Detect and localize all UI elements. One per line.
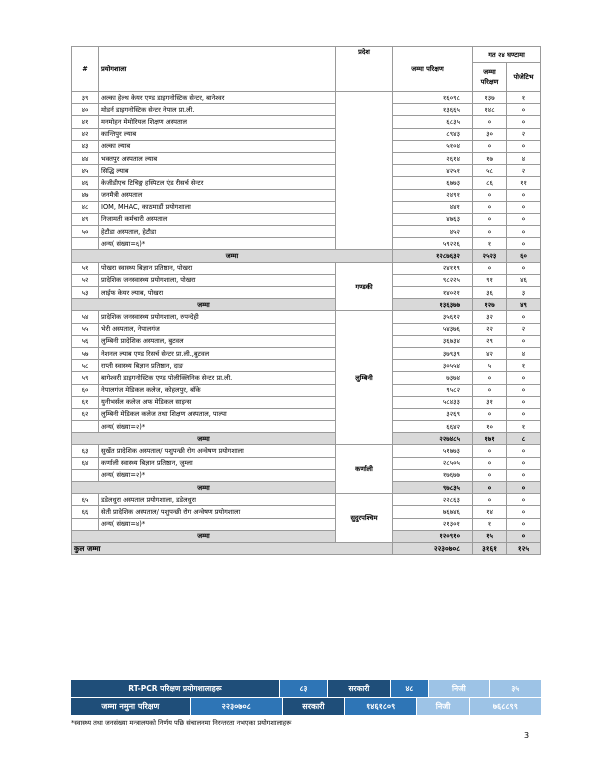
lab-name: मोडर्न डाइगनोस्टिक सेन्टर नेपाल प्रा.ली. — [99, 104, 336, 116]
row-number: ४३ — [72, 140, 99, 152]
row-number: ६० — [72, 384, 99, 396]
tests-24h: १ — [473, 238, 507, 250]
grand-total-row — [72, 542, 541, 554]
positive-24h: ० — [507, 372, 541, 384]
header-positive: पोजेटिभ — [507, 63, 541, 92]
table-row — [72, 506, 541, 518]
lab-name: कान्तिपुर ल्याब — [99, 128, 336, 140]
subtotal-tests-24h: २५२३ — [473, 250, 507, 262]
table-row — [72, 396, 541, 408]
table-row — [72, 372, 541, 384]
tests-24h: २२ — [473, 323, 507, 335]
summary-pvt-label: निजी — [429, 680, 489, 697]
row-number: ५२ — [72, 274, 99, 286]
province-cell-bagmati — [336, 92, 393, 250]
summary-lab-label: RT-PCR परिक्षण प्रयोगशालाहरू — [71, 680, 280, 697]
total-tests: ३६७३४ — [393, 335, 473, 347]
positive-24h: ० — [507, 408, 541, 420]
row-number: ६४ — [72, 457, 99, 469]
positive-24h: ० — [507, 311, 541, 323]
summary-sample-gov-label: सरकारी — [283, 698, 345, 715]
subtotal-tests-24h: १५ — [473, 530, 507, 542]
subtotal-tests: ९७८३५ — [393, 482, 473, 494]
subtotal-tests: २२३०७०८ — [393, 542, 473, 554]
row-number: ५६ — [72, 335, 99, 347]
total-tests: ३५६१२ — [393, 311, 473, 323]
lab-testing-table — [71, 46, 541, 555]
subtotal-positive: ८ — [507, 433, 541, 445]
row-number: ३९ — [72, 92, 99, 104]
lab-name: केजीडीएच टिचिङ्ग हस्पिटल एंड रीसर्च सेन्टर — [99, 177, 336, 189]
tests-24h: ० — [473, 457, 507, 469]
row-number — [72, 469, 99, 481]
positive-24h: २ — [507, 128, 541, 140]
subtotal-tests: २२७४८५ — [393, 433, 473, 445]
tests-24h: ० — [473, 494, 507, 506]
lab-name: डडेलधुरा अस्पताल प्रयोगशाला, डडेलधुरा — [99, 494, 336, 506]
positive-24h: ० — [507, 201, 541, 213]
positive-24h: ० — [507, 457, 541, 469]
row-number: ४१ — [72, 116, 99, 128]
row-number: ४८ — [72, 201, 99, 213]
row-number: ४६ — [72, 177, 99, 189]
header-total-tests: जम्मा परिक्षण — [393, 47, 473, 92]
positive-24h: ४६ — [507, 274, 541, 286]
row-number — [72, 518, 99, 530]
subtotal-tests: १३६३७७ — [393, 299, 473, 311]
total-tests: ४७६३ — [393, 213, 473, 225]
lab-name: कर्णाली स्वास्थ्य बिज्ञान प्रतिष्ठान, जुम्ला — [99, 457, 336, 469]
total-tests: ३०५५४ — [393, 360, 473, 372]
row-number: ५३ — [72, 287, 99, 299]
positive-24h: ० — [507, 104, 541, 116]
tests-24h: ० — [473, 384, 507, 396]
summary-sample-pvt-label: निजी — [417, 698, 469, 715]
row-number: ५९ — [72, 372, 99, 384]
row-number: ५१ — [72, 262, 99, 274]
lab-name: राप्ती स्वास्थ्य बिज्ञान प्रतिष्ठान, दाङ — [99, 360, 336, 372]
total-tests: २४११९ — [393, 262, 473, 274]
summary-pvt-count: ३५ — [490, 680, 541, 697]
positive-24h: ० — [507, 335, 541, 347]
province-cell-lumbini: लुम्बिनी — [336, 311, 393, 445]
summary-gov-label: सरकारी — [328, 680, 390, 697]
positive-24h: ० — [507, 226, 541, 238]
table-row — [72, 189, 541, 201]
row-number: ६६ — [72, 506, 99, 518]
footnote: *स्वास्थ्य तथा जनसंख्या मन्त्रालयको निर्णय पछि संचालनमा निरन्तरता नभएका प्रयोगशालाहरू — [71, 719, 292, 727]
lab-name: IOM, MHAC, काठमाडौं प्रयोगशाला — [99, 201, 336, 213]
lab-name: अल्का हेल्थ केयर एण्ड डाइगनोस्टिक सेन्टर, बानेश्वर — [99, 92, 336, 104]
positive-24h: ० — [507, 494, 541, 506]
summary-lab-count-bar — [71, 680, 541, 697]
total-tests: २४९१ — [393, 189, 473, 201]
tests-24h: १४ — [473, 506, 507, 518]
table-row — [72, 494, 541, 506]
row-number: ५७ — [72, 347, 99, 359]
lab-name: नेशनल ल्याब एण्ड रिसर्च सेन्टर प्रा.ली.,बुटवल — [99, 347, 336, 359]
total-tests: ९५८२ — [393, 384, 473, 396]
tests-24h: ० — [473, 372, 507, 384]
table-row — [72, 457, 541, 469]
total-tests: २२८६३ — [393, 494, 473, 506]
tests-24h: ० — [473, 262, 507, 274]
positive-24h: ३ — [507, 287, 541, 299]
province-cell-gandaki: गण्डकी — [336, 262, 393, 311]
table-row — [72, 201, 541, 213]
positive-24h: ० — [507, 396, 541, 408]
total-tests: ५९२२६ — [393, 238, 473, 250]
lab-name: युनीभर्सल कलेज अफ मेडिकल साइन्स — [99, 396, 336, 408]
tests-24h: ० — [473, 445, 507, 457]
table-row — [72, 469, 541, 481]
positive-24h: १ — [507, 92, 541, 104]
lab-name: पोखरा स्वास्थ्य बिज्ञान प्रतिष्ठान, पोखरा — [99, 262, 336, 274]
row-number: ५० — [72, 226, 99, 238]
positive-24h: ४ — [507, 347, 541, 359]
table-row — [72, 518, 541, 530]
summary-sample-count: २२३०७०८ — [191, 698, 283, 715]
total-tests: ३२६९ — [393, 408, 473, 420]
summary-sample-gov-count: १४६१८०९ — [345, 698, 417, 715]
positive-24h: ० — [507, 238, 541, 250]
header-province: प्रदेश — [336, 47, 393, 92]
positive-24h: ० — [507, 189, 541, 201]
table-row — [72, 104, 541, 116]
table-row — [72, 287, 541, 299]
lab-name: मनमोहन मेमोरियल शिक्षण अस्पताल — [99, 116, 336, 128]
tests-24h: ० — [473, 201, 507, 213]
positive-24h: ० — [507, 445, 541, 457]
table-row — [72, 323, 541, 335]
tests-24h: १ — [473, 518, 507, 530]
lab-name: अल्का ल्याब — [99, 140, 336, 152]
subtotal-row — [72, 530, 541, 542]
positive-24h: ० — [507, 140, 541, 152]
total-tests: २१३०१ — [393, 518, 473, 530]
tests-24h: ८६ — [473, 177, 507, 189]
table-row — [72, 421, 541, 433]
table-row — [72, 165, 541, 177]
total-tests: ४४१ — [393, 201, 473, 213]
tests-24h: ० — [473, 116, 507, 128]
table-row — [72, 92, 541, 104]
lab-name: भक्तपुर अस्पताल ल्याब — [99, 152, 336, 164]
total-tests: ३७९३९ — [393, 347, 473, 359]
lab-name: सेती प्रादेशिक अस्पताल/ पशुपन्छी रोग अन्वेषण प्रयोगशाला — [99, 506, 336, 518]
table-row — [72, 347, 541, 359]
row-number: ६१ — [72, 396, 99, 408]
total-tests: १४०२१ — [393, 287, 473, 299]
row-number — [72, 421, 99, 433]
tests-24h: १७ — [473, 152, 507, 164]
positive-24h: ११ — [507, 177, 541, 189]
row-number: ४९ — [72, 213, 99, 225]
summary-sample-label: जम्मा नमुना परिक्षण — [71, 698, 191, 715]
table-row — [72, 335, 541, 347]
subtotal-label: कुल जम्मा — [72, 542, 393, 554]
total-tests: १७६७७ — [393, 469, 473, 481]
subtotal-tests-24h: ० — [473, 482, 507, 494]
subtotal-positive: १२५ — [507, 542, 541, 554]
subtotal-tests-24h: १७१ — [473, 433, 507, 445]
page-number: 3 — [524, 731, 530, 740]
table-row — [72, 140, 541, 152]
total-tests: ४२५१ — [393, 165, 473, 177]
table-row — [72, 116, 541, 128]
total-tests: १६०९८ — [393, 92, 473, 104]
total-tests: २८५०५ — [393, 457, 473, 469]
lab-name: अन्य( संख्या=४)* — [99, 518, 336, 530]
table-row — [72, 213, 541, 225]
lab-name: हेटौडा अस्पताल, हेटौडा — [99, 226, 336, 238]
header-last24: गत २४ घण्टामा — [473, 47, 541, 63]
subtotal-row — [72, 482, 541, 494]
lab-name: जनमैत्री अस्पताल — [99, 189, 336, 201]
subtotal-tests-24h: १२७ — [473, 299, 507, 311]
total-tests: ६६४२ — [393, 421, 473, 433]
tests-24h: ३० — [473, 128, 507, 140]
tests-24h: २९ — [473, 335, 507, 347]
row-number: ६३ — [72, 445, 99, 457]
positive-24h: १ — [507, 421, 541, 433]
table-row — [72, 408, 541, 420]
tests-24h: ३१ — [473, 396, 507, 408]
tests-24h: ० — [473, 213, 507, 225]
total-tests: ६७७३ — [393, 177, 473, 189]
row-number: ५८ — [72, 360, 99, 372]
total-tests: ५४३७६ — [393, 323, 473, 335]
row-number: ६२ — [72, 408, 99, 420]
positive-24h: ० — [507, 116, 541, 128]
table-row — [72, 226, 541, 238]
tests-24h: ५ — [473, 360, 507, 372]
total-tests: २६१४ — [393, 152, 473, 164]
tests-24h: १० — [473, 421, 507, 433]
subtotal-row — [72, 250, 541, 262]
positive-24h: २ — [507, 165, 541, 177]
row-number: ४७ — [72, 189, 99, 201]
tests-24h: ० — [473, 189, 507, 201]
tests-24h: ० — [473, 408, 507, 420]
row-number: ५४ — [72, 311, 99, 323]
subtotal-row — [72, 433, 541, 445]
row-number: ४० — [72, 104, 99, 116]
positive-24h: ० — [507, 213, 541, 225]
lab-name: प्रादेशिक जनस्वास्थ्य प्रयोगशाला, पोखरा — [99, 274, 336, 286]
tests-24h: ५८ — [473, 165, 507, 177]
tests-24h: १४८ — [473, 104, 507, 116]
subtotal-label: जम्मा — [72, 482, 336, 494]
subtotal-tests-24h: ३१६१ — [473, 542, 507, 554]
subtotal-label: जम्मा — [72, 433, 336, 445]
total-tests: ८९४३ — [393, 128, 473, 140]
positive-24h: २ — [507, 323, 541, 335]
row-number: ५५ — [72, 323, 99, 335]
positive-24h: ० — [507, 518, 541, 530]
lab-name: अन्य( संख्या=२)* — [99, 421, 336, 433]
tests-24h: ३२ — [473, 311, 507, 323]
lab-name: भेरी अस्पताल, नेपालगंज — [99, 323, 336, 335]
table-row — [72, 274, 541, 286]
lab-name: लुम्बिनी प्रादेशिक अस्पताल, बुटवल — [99, 335, 336, 347]
subtotal-positive: ६० — [507, 250, 541, 262]
row-number: ६५ — [72, 494, 99, 506]
header-total-test24: जम्मा परिक्षण — [473, 63, 507, 92]
table-row — [72, 360, 541, 372]
tests-24h: ० — [473, 469, 507, 481]
lab-name: लुम्बिनी मेडिकल कलेज तथा शिक्षण अस्पताल, पाल्पा — [99, 408, 336, 420]
summary-sample-pvt-count: ७६८८९९ — [470, 698, 541, 715]
subtotal-positive: ० — [507, 482, 541, 494]
tests-24h: ० — [473, 140, 507, 152]
subtotal-positive: ४९ — [507, 299, 541, 311]
table-row — [72, 445, 541, 457]
header-lab: प्रयोगशाला — [99, 47, 336, 92]
subtotal-label: जम्मा — [72, 299, 336, 311]
lab-name: निजामती कर्मचारी अस्पताल — [99, 213, 336, 225]
table-row — [72, 128, 541, 140]
subtotal-label: जम्मा — [72, 530, 336, 542]
subtotal-row — [72, 299, 541, 311]
positive-24h: १ — [507, 360, 541, 372]
subtotal-tests: १२०९१० — [393, 530, 473, 542]
subtotal-label: जम्मा — [72, 250, 393, 262]
positive-24h: ० — [507, 506, 541, 518]
lab-name: प्रादेशिक जनस्वास्थ्य प्रयोगशाला, रुपन्देही — [99, 311, 336, 323]
lab-name: सुर्खेत प्रादेशिक अस्पताल/ पशुपन्छी रोग अन्वेषण प्रयोगशाला — [99, 445, 336, 457]
header-num: # — [72, 47, 99, 92]
summary-sample-bar — [71, 698, 541, 715]
tests-24h: ३६ — [473, 287, 507, 299]
row-number: ४५ — [72, 165, 99, 177]
row-number — [72, 238, 99, 250]
summary-lab-count: ८३ — [280, 680, 328, 697]
row-number: ४२ — [72, 128, 99, 140]
total-tests: ६८३५ — [393, 116, 473, 128]
tests-24h: ० — [473, 226, 507, 238]
tests-24h: १३७ — [473, 92, 507, 104]
table-row — [72, 152, 541, 164]
table-row — [72, 311, 541, 323]
province-cell-sudurpaschim: सुदुरपश्चिम — [336, 494, 393, 543]
total-tests: ७६७४६ — [393, 506, 473, 518]
province-cell-karnali: कर्णाली — [336, 445, 393, 494]
subtotal-tests: १२८७६३२ — [393, 250, 473, 262]
total-tests: १३६६५ — [393, 104, 473, 116]
positive-24h: ० — [507, 262, 541, 274]
subtotal-positive: ० — [507, 530, 541, 542]
total-tests: ५८४३३ — [393, 396, 473, 408]
positive-24h: ० — [507, 384, 541, 396]
lab-name: नेपालगंज मेडिकल कलेज, कोहलपुर, बाँके — [99, 384, 336, 396]
positive-24h: ० — [507, 469, 541, 481]
table-row — [72, 177, 541, 189]
table-row — [72, 238, 541, 250]
lab-name: अन्य( संख्या=२)* — [99, 469, 336, 481]
tests-24h: ९१ — [473, 274, 507, 286]
row-number: ४४ — [72, 152, 99, 164]
total-tests: ९८२२५ — [393, 274, 473, 286]
tests-24h: ४२ — [473, 347, 507, 359]
lab-name: बागेश्वरी डाइगनोस्टिक एण्ड पोलीक्लिनिक सेन्टर प्रा.ली. — [99, 372, 336, 384]
positive-24h: ४ — [507, 152, 541, 164]
lab-name: लाईफ केयर ल्याब, पोखरा — [99, 287, 336, 299]
table-row — [72, 262, 541, 274]
total-tests: ४५२ — [393, 226, 473, 238]
table-row — [72, 384, 541, 396]
total-tests: ७३७४ — [393, 372, 473, 384]
total-tests: ५१०४ — [393, 140, 473, 152]
lab-name: अन्य( संख्या=६)* — [99, 238, 336, 250]
total-tests: ५१७७३ — [393, 445, 473, 457]
summary-gov-count: ४८ — [391, 680, 430, 697]
lab-name: सिद्धि ल्याब — [99, 165, 336, 177]
